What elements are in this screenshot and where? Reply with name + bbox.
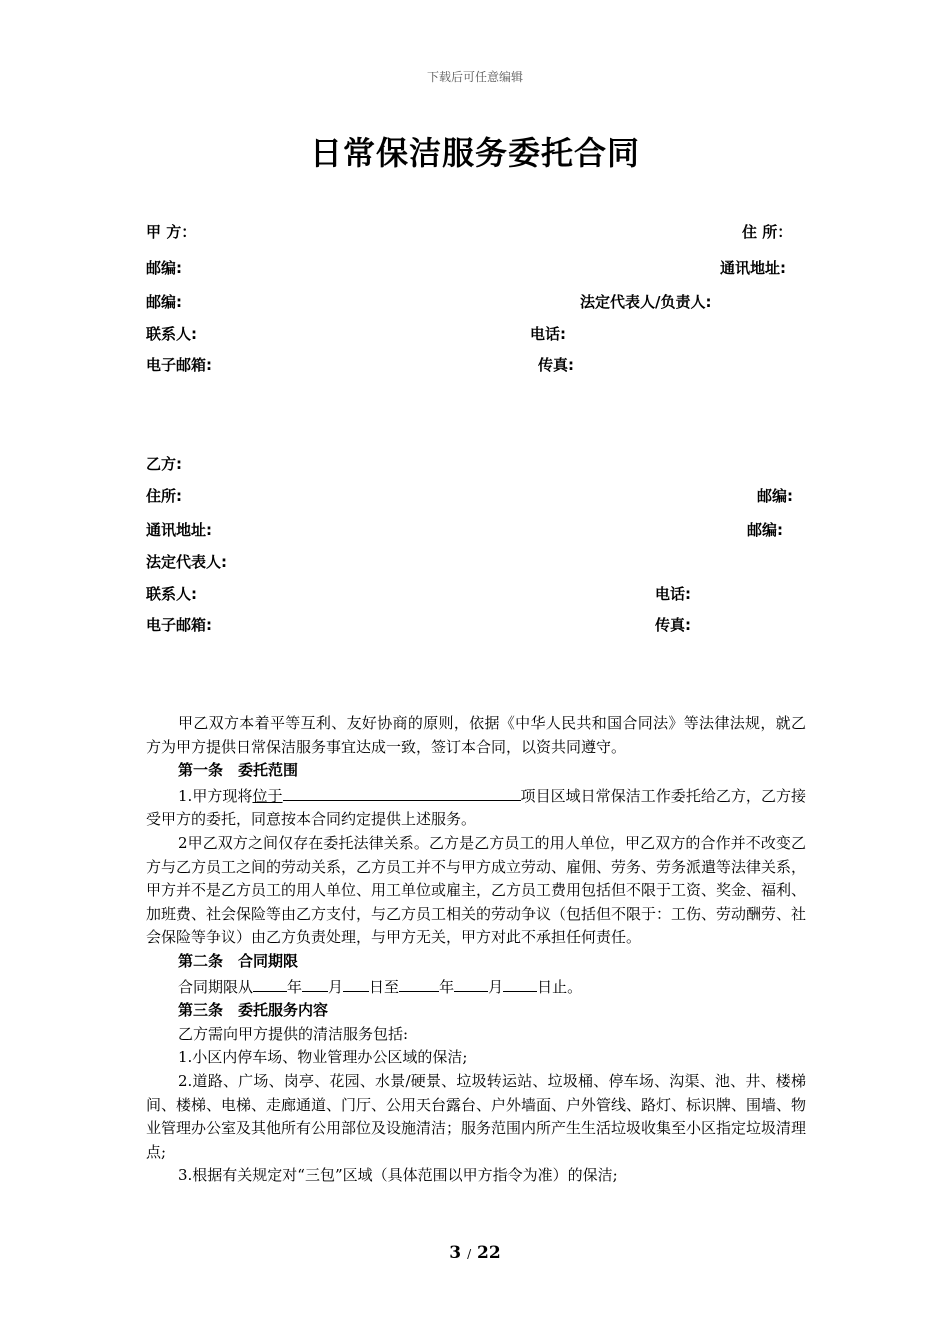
party-a-contact-label: 联系人: (146, 325, 197, 343)
start-month-blank (302, 974, 328, 992)
period-text-6: 月 (488, 977, 504, 996)
party-b-fax-label: 传真: (655, 616, 691, 634)
page-header: 下载后可任意编辑 (426, 70, 523, 84)
party-b-legal-rep-label: 法定代表人: (146, 553, 227, 571)
party-a-fax-label: 传真: (538, 356, 574, 374)
contract-period (146, 974, 806, 1000)
end-day-blank (503, 974, 537, 992)
article-3-lead: 乙方需向甲方提供的清洁服务包括: (178, 1024, 409, 1043)
end-month-blank (454, 974, 488, 992)
party-b-address-label: 住所: (146, 487, 182, 505)
period-text-2: 年 (287, 977, 303, 996)
start-year-blank (253, 974, 287, 992)
article-3-item-1: 1.小区内停车场、物业管理办公区域的保洁; (178, 1048, 468, 1067)
end-year-blank (399, 974, 439, 992)
party-b-postcode2-label: 邮编: (747, 521, 783, 539)
party-a-mail-address-label: 通讯地址: (720, 259, 786, 277)
page-separator: / (467, 1247, 472, 1261)
party-b-name-label: 乙方: (146, 455, 182, 473)
total-pages: 22 (477, 1243, 501, 1263)
intro-paragraph: 甲乙双方本着平等互利、友好协商的原则，依据《中华人民共和国合同法》等法律法规，就乙方为甲方提供日常保洁服务事宜达成一致，签订本合同，以资共同遵守。 (146, 714, 806, 756)
party-b-phone-label: 电话: (655, 585, 691, 603)
party-a-phone-label: 电话: (530, 325, 566, 343)
clause-1-text-b: 项目区域日常保洁工作委托给乙方，乙方接受甲方的委托，同意按本合同约定提供上述服务。 (146, 786, 806, 829)
party-b-postcode-label: 邮编: (757, 487, 793, 505)
period-text-3: 月 (328, 977, 344, 996)
party-a-name-label: 甲 方： (146, 223, 197, 241)
party-a-email-label: 电子邮箱: (146, 356, 212, 374)
article-1-clause-2: 2甲乙双方之间仅存在委托法律关系。乙方是乙方员工的用人单位，甲乙双方的合作并不改变乙方与乙方员工之间的劳动关系，乙方员工并不与甲方成立劳动、雇佣、劳务、劳务派遣等法律关系，甲方并不是乙方员工的用人单位、用工单位或雇主，乙方员工费用包括但不限于工资、奖金、福利、加班费、社会保险等由乙方支付，与乙方员工相关的劳动争议（包括但不限于：工伤、劳动酬劳、社会保险等争议）由乙方负责处理，与甲方无关，甲方对此不承担任何责任。 (146, 833, 807, 947)
article-2-heading: 第二条 合同期限 (178, 951, 299, 970)
article-3-item-3: 3.根据有关规定对“三包”区域（具体范围以甲方指令为准）的保洁; (178, 1166, 618, 1185)
party-a-address-label: 住 所： (742, 223, 793, 241)
contract-body (146, 712, 806, 1188)
project-name-blank (283, 783, 521, 801)
period-text-1: 合同期限从 (178, 977, 254, 996)
party-a-legal-rep-label: 法定代表人/负责人: (580, 293, 712, 311)
clause-1-text-a: 1.甲方现将 (178, 786, 253, 805)
period-text-4: 日至 (369, 977, 400, 996)
article-1-clause-1 (146, 783, 806, 832)
party-a-postcode2-label: 邮编: (146, 293, 182, 311)
page-number (0, 1243, 950, 1263)
current-page: 3 (449, 1243, 462, 1263)
party-b-email-label: 电子邮箱: (146, 616, 212, 634)
period-text-5: 年 (439, 977, 455, 996)
article-3-heading: 第三条 委托服务内容 (178, 1001, 329, 1020)
party-b-contact-label: 联系人: (146, 585, 197, 603)
party-b-mail-address-label: 通讯地址: (146, 521, 212, 539)
document-title: 日常保洁服务委托合同 (309, 134, 640, 172)
clause-1-underlined-text: 位于 (252, 786, 283, 805)
party-a-postcode-label: 邮编: (146, 259, 182, 277)
start-day-blank (343, 974, 369, 992)
article-1-heading: 第一条 委托范围 (178, 761, 299, 780)
period-text-7: 日止。 (537, 977, 583, 996)
article-3-item-2: 2.道路、广场、岗亭、花园、水景/硬景、垃圾转运站、垃圾桶、停车场、沟渠、池、井、楼梯间、楼梯、电梯、走廊通道、门厅、公用天台露台、户外墙面、户外管线、路灯、标识牌、围墙、物业管理办公室及其他所有公用部位及设施清洁；服务范围内所产生生活垃圾收集至小区指定垃圾清理点; (146, 1071, 807, 1161)
